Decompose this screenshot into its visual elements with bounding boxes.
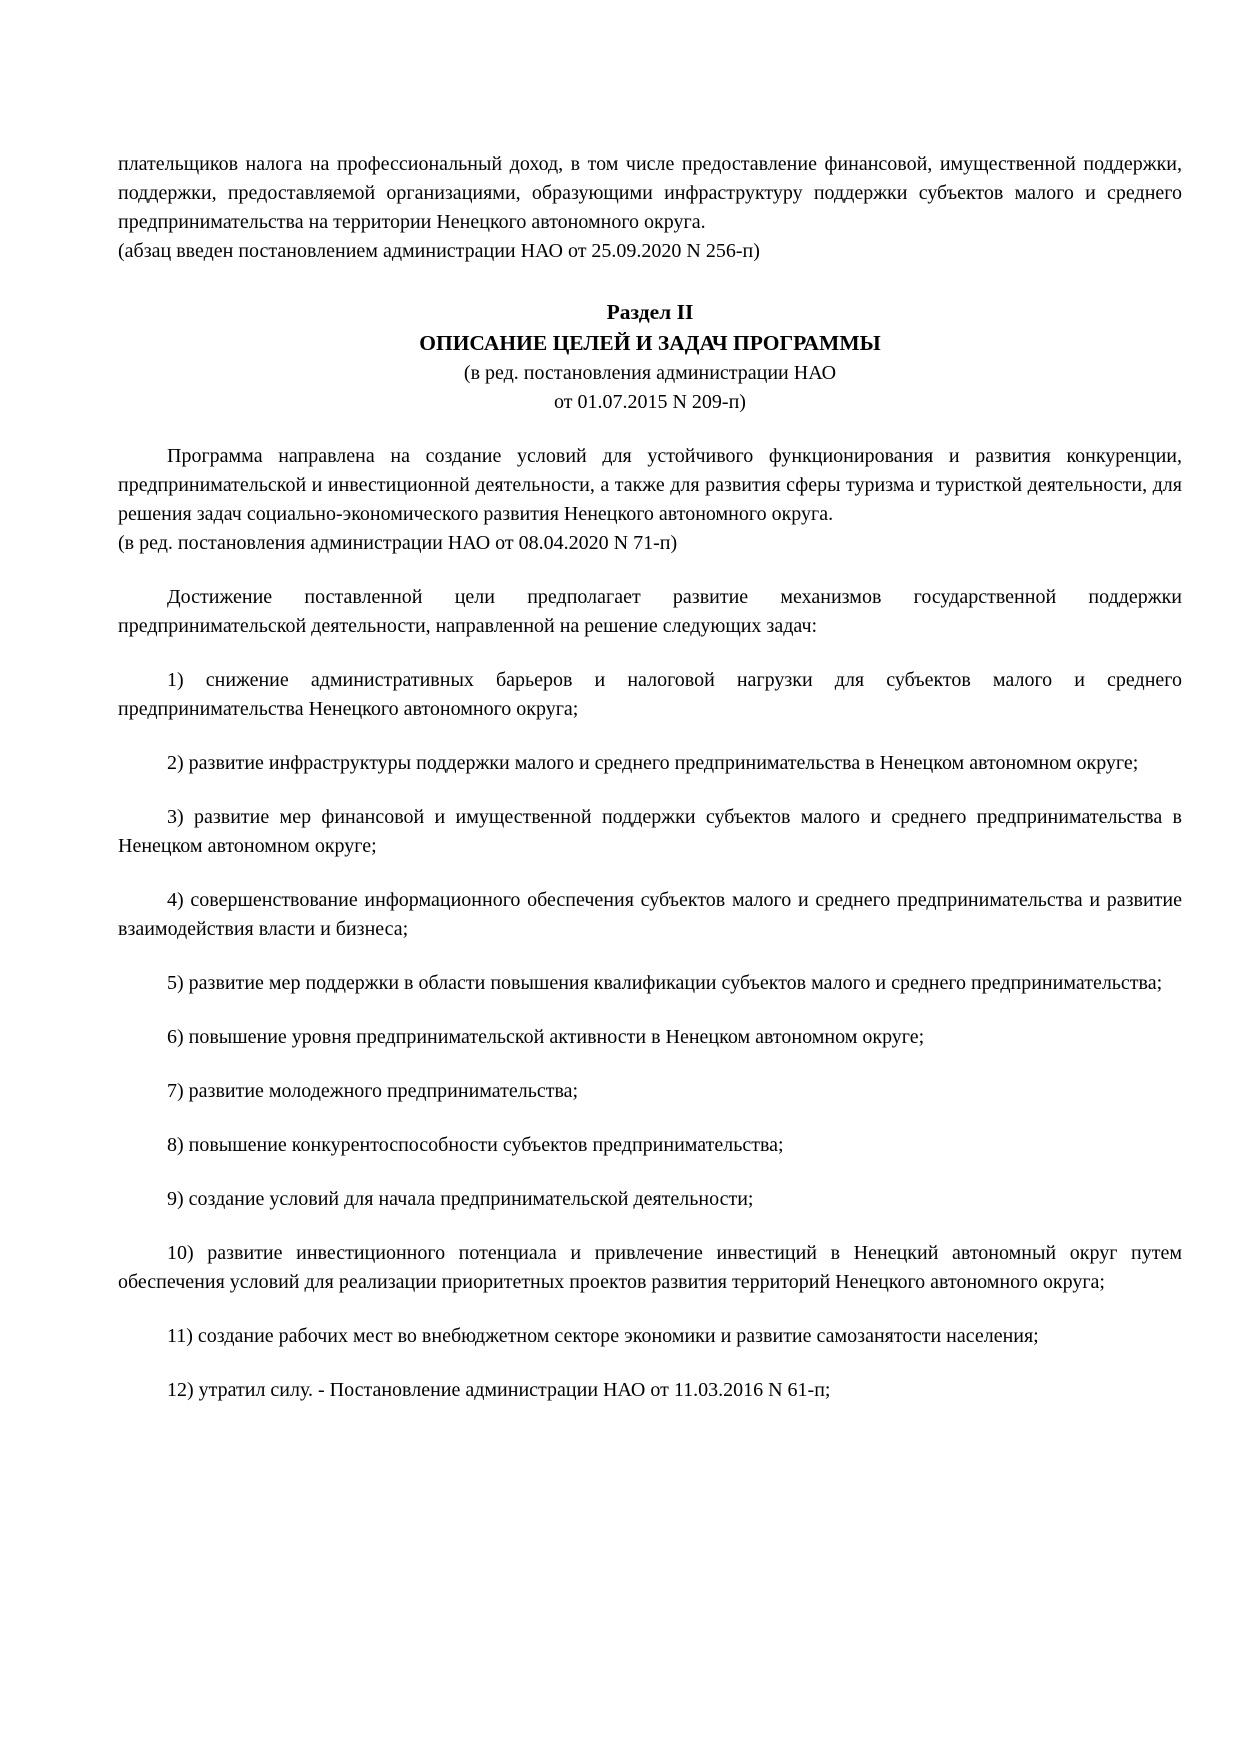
task-item-9: 9) создание условий для начала предпринимательской деятельности;	[167, 1188, 754, 1210]
task-item-8: 8) повышение конкурентоспособности субъектов предпринимательства;	[167, 1134, 784, 1156]
goal-amendment-note: (в ред. постановления администрации НАО от 08.04.2020 N 71-п)	[118, 532, 678, 554]
section-title: ОПИСАНИЕ ЦЕЛЕЙ И ЗАДАЧ ПРОГРАММЫ	[419, 331, 881, 355]
task-item-7: 7) развитие молодежного предпринимательства;	[167, 1080, 579, 1102]
task-item-3: 3) развитие мер финансовой и имущественной поддержки субъектов малого и среднего предпринимательства в Ненецком автономном округе;	[118, 806, 1182, 857]
task-item-10: 10) развитие инвестиционного потенциала и привлечение инвестиций в Ненецкий автономный округ путем обеспечения условий для реализации приоритетных проектов развития территорий Ненецкого автономного округа;	[118, 1242, 1182, 1293]
task-item-6: 6) повышение уровня предпринимательской активности в Ненецком автономном округе;	[167, 1026, 925, 1048]
section-revision-line2: от 01.07.2015 N 209-п)	[554, 391, 746, 413]
task-item-12: 12) утратил силу. - Постановление администрации НАО от 11.03.2016 N 61-п;	[167, 1379, 831, 1401]
task-item-5: 5) развитие мер поддержки в области повышения квалификации субъектов малого и среднего предпринимательства;	[167, 972, 1163, 994]
task-item-11: 11) создание рабочих мест во внебюджетном секторе экономики и развитие самозанятости населения;	[167, 1325, 1039, 1347]
tasks-intro-paragraph: Достижение поставленной цели предполагает развитие механизмов государственной поддержки предпринимательской деятельности, направленной на решение следующих задач:	[118, 586, 1182, 637]
task-item-2: 2) развитие инфраструктуры поддержки малого и среднего предпринимательства в Ненецком автономном округе;	[167, 752, 1139, 774]
task-item-1: 1) снижение административных барьеров и налоговой нагрузки для субъектов малого и среднего предпринимательства Ненецкого автономного округа;	[118, 669, 1182, 720]
section-revision-line1: (в ред. постановления администрации НАО	[463, 362, 837, 384]
section-heading	[118, 297, 1182, 417]
intro-paragraph: плательщиков налога на профессиональный доход, в том числе предоставление финансовой, имущественной поддержки, поддержки, предоставляемой организациями, образующими инфраструктуру поддержки субъектов малого и среднего предпринимательства на территории Ненецкого автономного округа.	[118, 153, 1182, 233]
intro-amendment-note: (абзац введен постановлением администрации НАО от 25.09.2020 N 256-п)	[118, 240, 760, 262]
task-item-4: 4) совершенствование информационного обеспечения субъектов малого и среднего предпринимательства и развитие взаимодействия власти и бизнеса;	[118, 889, 1182, 940]
goal-paragraph: Программа направлена на создание условий для устойчивого функционирования и развития конкуренции, предпринимательской и инвестиционной деятельности, а также для развития сферы туризма и туристкой деятельности, для решения задач социально-экономического развития Ненецкого автономного округа.	[118, 445, 1182, 525]
section-number: Раздел II	[606, 300, 694, 324]
